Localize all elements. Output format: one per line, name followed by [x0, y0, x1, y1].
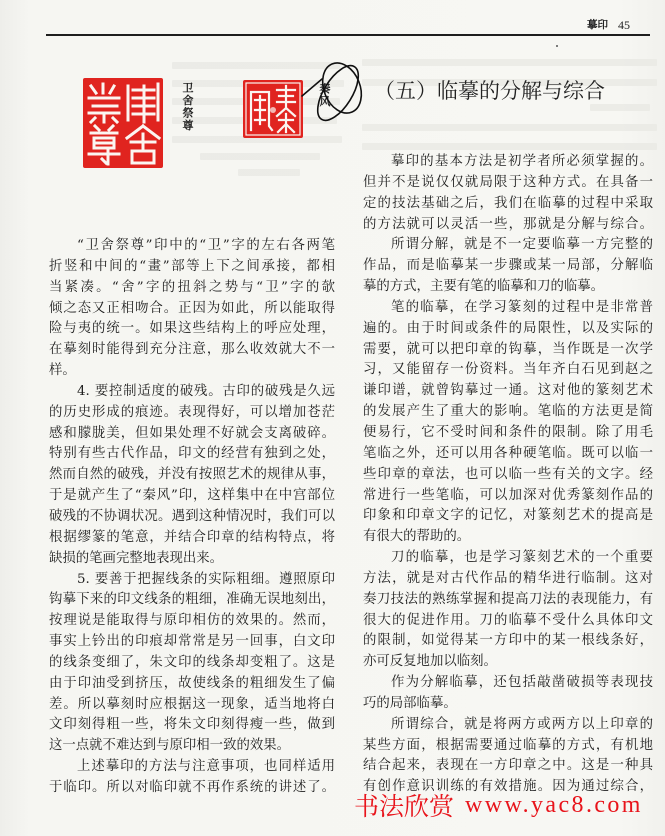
text-line: 文印刻得粗一些，将朱文印刻得瘦一些，做到	[49, 717, 335, 733]
text-line: 常进行一些笔临，可以加深对优秀篆刻作品的	[363, 487, 653, 503]
text-line: 的历史形成的痕迹。表现得好，可以增加苍茫	[49, 404, 335, 420]
text-line: 很大的促进作用。刀的临摹不受什么具体印文	[363, 612, 653, 628]
bleed-through-line	[362, 143, 657, 150]
seal-caption-weishe-jizun: 卫舍祭尊	[181, 82, 194, 132]
text-line: 根据缪篆的笔意，并结合印章的结构特点，将	[49, 529, 335, 545]
section-title: （五）临摹的分解与综合	[374, 79, 605, 103]
running-title: 摹印	[587, 19, 608, 31]
text-line: 的限制，如觉得某一方印中的某一根线条好，	[363, 633, 653, 649]
print-speck	[556, 45, 558, 47]
paragraph	[363, 715, 653, 798]
text-line: 些印章的章法，也可以临一些有关的文字。经	[363, 466, 653, 482]
text-line: 定的技法基础之后，我们在临摹的过程中采取	[363, 195, 653, 211]
left-column	[49, 236, 335, 799]
text-line: 的方法就可以灵活一些，那就是分解与综合。	[363, 216, 653, 232]
text-line: 折竖和中间的“畫”部等上下之间承接，都相	[49, 258, 335, 274]
text-line: 某些方面，根据需要通过临摹的方式，有机地	[363, 737, 653, 753]
text-line: 方法，就是对古代作品的精华进行临制。这对	[363, 570, 653, 586]
text-line: 上述摹印的方法与注意事项，也同样适用	[77, 759, 335, 775]
paragraph	[363, 548, 653, 673]
paragraph	[363, 673, 653, 715]
bleed-through-line	[200, 153, 320, 160]
text-line: 险与夷的统一。如果这些结构上的呼应处理，	[49, 321, 335, 337]
text-line: 5. 要善于把握线条的实际粗细。遵照原印	[77, 571, 335, 587]
watermark-site-name: 书法欣赏	[354, 792, 455, 821]
paragraph	[363, 235, 653, 298]
paragraph	[363, 152, 653, 235]
text-line: 钩摹下来的印文线条的粗细，准确无误地刻出，	[49, 592, 335, 608]
text-line: 差。所以摹刻时应根据这一现象，适当地将白	[49, 696, 335, 712]
text-line: 刀的临摹，也是学习篆刻艺术的一个重要	[391, 550, 653, 566]
bleed-through-line	[238, 169, 300, 176]
bleed-through-line	[590, 104, 650, 111]
text-line: 笔的临摹，在学习篆刻的过程中是非常普	[391, 299, 653, 315]
text-line: 作为分解临摹，还包括敲凿破损等表现技	[391, 675, 653, 691]
paragraph	[49, 757, 335, 799]
paragraph	[49, 236, 335, 382]
text-line: 于是就产生了“秦风”印，这样集中在中宫部位	[49, 488, 335, 504]
text-line: 特别有些古代作品，印文的经营有独到之处，	[49, 446, 335, 462]
hand-drawn-circle-mark	[300, 55, 366, 131]
text-line: 按理说是能取得与原印相仿的效果的。然而，	[49, 613, 335, 629]
text-line: 的发展产生了重大的影响。笔临的方法更是简	[363, 404, 653, 420]
text-line: 但并不是说仅仅就局限于这种方式。在具备一	[363, 174, 653, 190]
text-line: 倾之态又正相吻合。正因为如此，所以能取得	[49, 300, 335, 316]
text-line: 摹的方式，主要有笔的临摹和刀的临摹。	[363, 279, 605, 295]
text-line: 有很大的帮助的。	[363, 529, 471, 545]
text-line: 需要，就可以把印章的钩摹，当作既是一次学	[363, 341, 653, 357]
text-line: 破残的不协调状况。遇到这种情况时，我们可以	[49, 508, 335, 524]
text-line: 遍的。由于时间或条件的局限性，以及实际的	[363, 320, 653, 336]
bleed-through-line	[362, 124, 657, 131]
text-line: 于临印。所以对临印就不再作系统的讲述了。	[49, 779, 335, 795]
text-line: 由于印油受到挤压，故使线条的粗细发生了偏	[49, 675, 335, 691]
text-line: 样。	[49, 363, 76, 379]
text-line: 当紧凑。“舍”字的扭斜之势与“卫”字的欹	[49, 279, 335, 295]
text-line: 便易行，它不受时间和条件的限制。除了用毛	[363, 424, 653, 440]
text-line: 这一点就不难达到与原印相一致的效果。	[49, 738, 291, 754]
text-line: 印象和印章文字的记忆，对篆刻艺术的提高是	[363, 508, 653, 524]
paragraph-item-5	[49, 570, 335, 758]
text-line: 笔临之外，还可以用各种硬笔临。既可以临一	[363, 445, 653, 461]
text-line: 结合起来，表现在一方印章之中。这是一种具	[363, 758, 653, 774]
watermark-url: www.yac8.com	[465, 792, 643, 818]
page-number: 45	[618, 18, 630, 32]
bleed-through-line	[362, 59, 657, 66]
text-line: 4. 要控制适度的破残。古印的破残是久远	[77, 383, 335, 399]
text-line: 感和朦胧美，但如果处理不好就会支离破碎。	[49, 425, 335, 441]
text-line: 然而自然的破残，并没有按照艺术的规律从事，	[49, 467, 335, 483]
paragraph	[363, 298, 653, 548]
text-line: 所谓综合，就是将两方或两方以上印章的	[391, 716, 653, 732]
seal-image-qinfeng	[243, 80, 303, 138]
paragraph-item-4	[49, 382, 335, 570]
text-line: 习，又能留存一份资料。当年齐白石见到赵之	[363, 362, 653, 378]
text-line: 摹印的基本方法是初学者所必须掌握的。	[391, 154, 653, 169]
text-line: 谦印谱，就曾钩摹过一通。这对他的篆刻艺术	[363, 383, 653, 399]
right-column	[363, 152, 653, 798]
header-rule	[46, 34, 650, 36]
text-line: 的线条变细了，朱文印的线条却变粗了。这是	[49, 654, 335, 670]
text-line: “卫舍祭尊”印中的“卫”字的左右各两笔	[77, 238, 335, 253]
text-line: 奏刀技法的熟练掌握和提高刀法的表现能力，有	[363, 591, 653, 607]
text-line: 所谓分解，就是不一定要临摹一方完整的	[391, 237, 653, 253]
text-line: 亦可反复地加以临刻。	[363, 654, 497, 670]
text-line: 缺损的笔画完整地表现出来。	[49, 550, 224, 566]
text-line: 在摹刻时能得到充分注意，那么收效就大不一	[49, 342, 335, 358]
text-line: 事实上钤出的印痕却常常是另一回事，白文印	[49, 634, 335, 650]
text-line: 作品，而是临摹某一步骤或某一局部，分解临	[363, 258, 653, 274]
seal-image-weishe-jizun	[83, 78, 163, 168]
text-line: 有创作意识训练的有效措施。因为通过综合，	[363, 779, 653, 795]
seal-caption-qinfeng: 秦风	[318, 83, 331, 108]
text-line: 巧的局部临摹。	[363, 695, 457, 711]
